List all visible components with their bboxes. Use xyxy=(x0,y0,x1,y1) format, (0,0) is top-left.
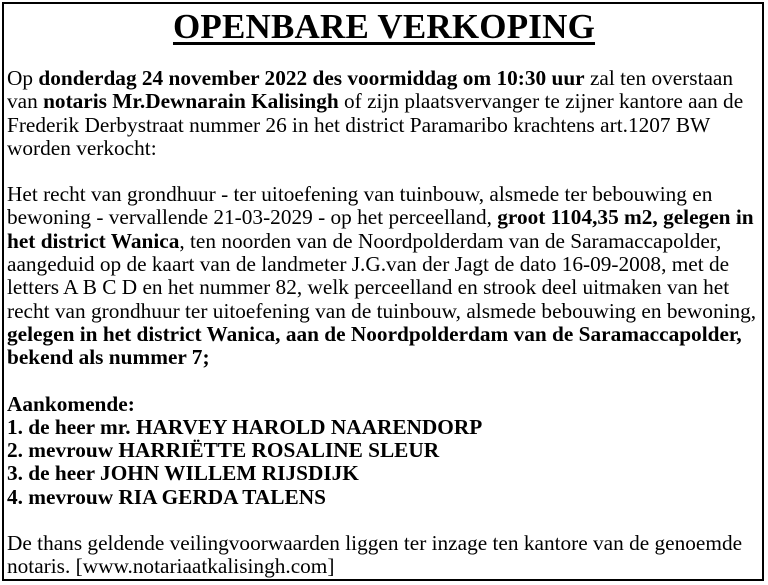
notary-name: notaris Mr.Dewnarain Kalisingh xyxy=(43,89,339,114)
plot-address: gelegen in het district Wanica, aan de Noordpolderdam van de Saramaccapolder, bekend als nummer 7; xyxy=(7,321,742,370)
title-text: OPENBARE VERKOPING xyxy=(172,7,596,46)
aankomende-heading: Aankomende: xyxy=(7,391,135,416)
description-paragraph: Het recht van grondhuur - ter uitoefening van tuinbouw, alsmede ter bebouwing en bewoning - vervallende 21-03-2029 - op het perceelland, groot 1104,35 m2, gelegen in het district Wanica, ten noorden van de Noordpolderdam van de Saramaccapolder, aangeduid op de kaart van de landmeter J.G.van der Jagt de dato 16-09-2008, met de letters A B C D en het nummer 82, welk perceelland en strook deel uitmaken van het recht van grondhuur ter uitoefening van de tuinbouw, alsmede bebouwing en bewoning, gelegen in het district Wanica, aan de Noordpolderdam van de Saramaccapolder, bekend als nummer 7; xyxy=(7,182,757,370)
plot-size-location: groot 1104,35 m2, gelegen in het district Wanica xyxy=(7,205,754,253)
closing-paragraph: De thans geldende veilingvoorwaarden liggen ter inzage ten kantore van de genoemde notaris. [www.notariaatkalisingh.com] xyxy=(7,531,743,579)
auction-date: donderdag 24 november 2022 des voormiddag om 10:30 uur xyxy=(38,66,585,90)
aankomende-section xyxy=(7,393,761,509)
list-item: 2. mevrouw HARRIËTTE ROSALINE SLEUR xyxy=(7,438,440,463)
list-item: 3. de heer JOHN WILLEM RIJSDIJK xyxy=(7,461,359,486)
page-title xyxy=(7,6,761,48)
intro-paragraph: Op donderdag 24 november 2022 des voormiddag om 10:30 uur zal ten overstaan van notaris Mr.Dewnarain Kalisingh of zijn plaatsvervanger te zijner kantore aan de Frederik Derbystraat nummer 26 in het district Paramaribo krachtens art.1207 BW worden verkocht: xyxy=(7,66,744,160)
list-item: 1. de heer mr. HARVEY HAROLD NAARENDORP xyxy=(7,414,483,439)
list-item: 4. mevrouw RIA GERDA TALENS xyxy=(7,484,326,509)
announcement xyxy=(7,0,761,579)
